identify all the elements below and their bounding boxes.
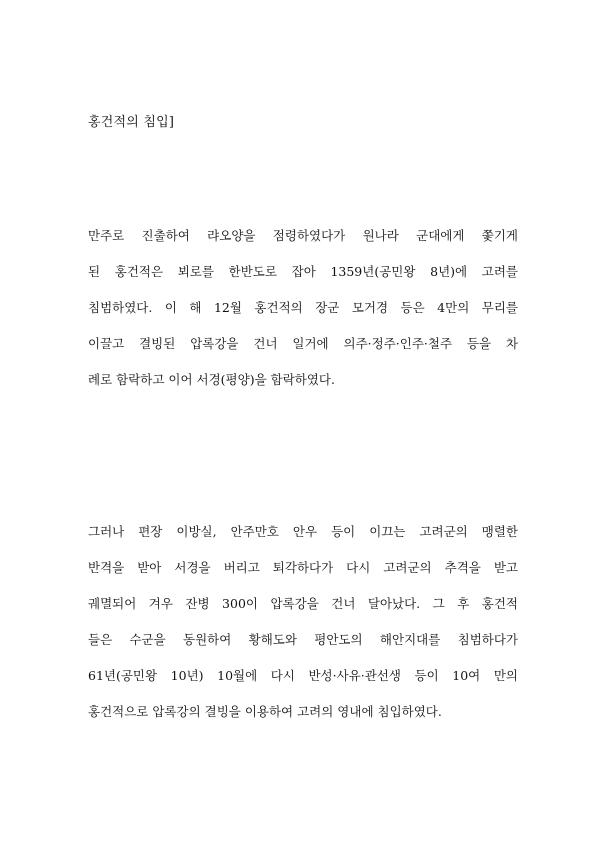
paragraph-line: 들은 수군을 동원하여 황해도와 평안도의 해안지대를 침범하다가 [88, 632, 518, 647]
paragraph-line: 만주로 진출하여 랴오양을 점령하였다가 원나라 군대에게 쫓기게 [88, 228, 518, 243]
paragraph-line: 반격을 받아 서경을 버리고 퇴각하다가 다시 고려군의 추격을 받고 [88, 560, 518, 575]
paragraph-line: 례로 함락하고 이어 서경(평양)을 함락하였다. [88, 372, 335, 387]
paragraph-line: 그러나 편장 이방실, 안주만호 안우 등이 이끄는 고려군의 맹렬한 [88, 524, 518, 539]
paragraph-1 [88, 218, 518, 398]
paragraph-line: 된 홍건적은 뵈로를 한반도로 잡아 1359년(공민왕 8년)에 고려를 [88, 264, 518, 279]
paragraph-line: 61년(공민왕 10년) 10월에 다시 반성·사유·관선생 등이 10여 만의 [88, 668, 518, 683]
paragraph-line: 궤멸되어 겨우 잔병 300이 압록강을 건너 달아났다. 그 후 홍건적 [88, 596, 518, 611]
paragraph-2 [88, 514, 518, 730]
paragraph-line: 홍건적으로 압록강의 결빙을 이용하여 고려의 영내에 침입하였다. [88, 704, 442, 719]
paragraph-line: 이끌고 결빙된 압록강을 건너 일거에 의주·정주·인주·철주 등을 차 [88, 336, 518, 351]
paragraph-line: 침범하였다. 이 해 12월 홍건적의 장군 모거경 등은 4만의 무리를 [88, 300, 518, 315]
section-heading: 홍건적의 침입] [88, 115, 175, 130]
